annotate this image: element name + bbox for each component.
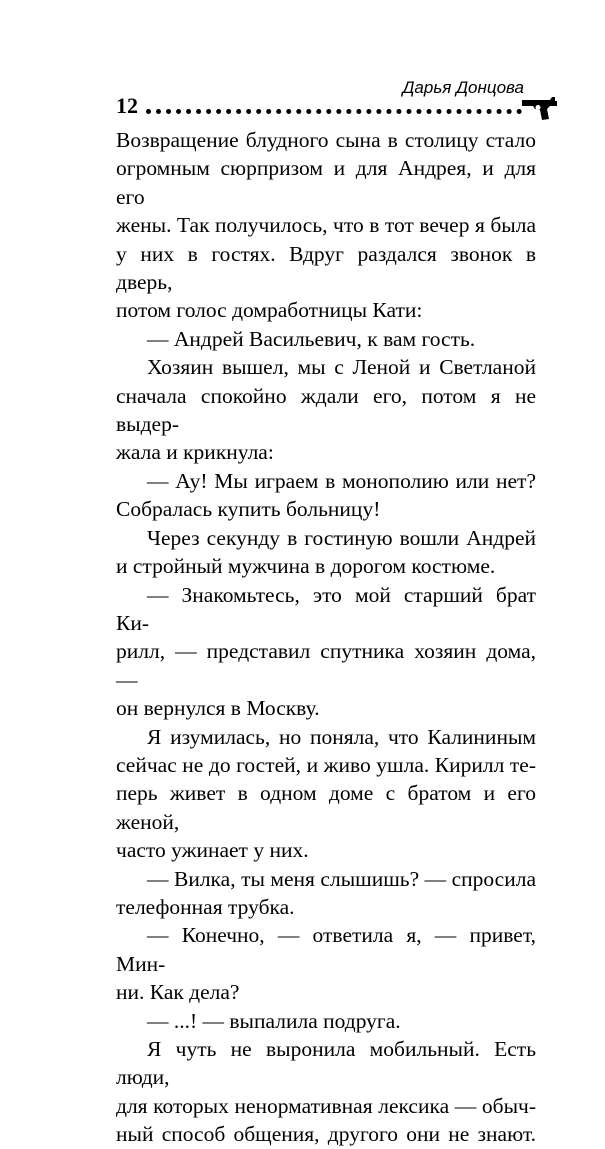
text-line: рилл, — представил спутника хозяин дома, — [116, 639, 536, 692]
text-line: — Андрей Васильевич, к вам гость. [147, 326, 476, 351]
text-line: — Ау! Мы играем в монополию или нет? [147, 468, 536, 493]
text-line: ный способ общения, другого они не знают. [116, 1122, 536, 1147]
revolver-icon [520, 94, 558, 122]
text-line: Хозяин вышел, мы с Леной и Светланой [147, 355, 536, 380]
text-line: — Знакомьтесь, это мой старший брат Ки- [116, 582, 536, 635]
text-line: — ...! — выпалила подруга. [147, 1008, 401, 1033]
text-line: Возвращение блудного сына в столицу стало [116, 128, 536, 152]
text-line: потом голос домработницы Кати: [116, 298, 423, 323]
text-line: Я чуть не выронила мобильный. Есть люди, [116, 1037, 536, 1090]
text-line: телефонная трубка. [116, 894, 295, 919]
body-text [116, 126, 536, 1149]
text-line: ни. Как дела? [116, 980, 240, 1005]
text-line: — Конечно, — ответила я, — привет, Мин- [116, 923, 536, 976]
text-line: Я изумилась, но поняла, что Калининым [147, 724, 536, 749]
page-number: 12 [116, 93, 138, 118]
text-line: у них в гостях. Вдруг раздался звонок в дверь, [116, 241, 536, 295]
text-line: он вернулся в Москву. [116, 696, 320, 721]
text-line: сначала спокойно ждали его, потом я не выдер- [116, 383, 536, 437]
text-line: Собралась купить больницу! [116, 497, 381, 522]
text-line: перь живет в одном доме с братом и его женой, [116, 781, 536, 834]
text-line: часто ужинает у них. [116, 838, 309, 863]
text-line: Через секунду в гостиную вошли Андрей [147, 525, 536, 550]
running-header-author: Дарья Донцова [402, 78, 524, 97]
text-line: жены. Так получилось, что в тот вечер я была [116, 213, 536, 238]
text-line: огромным сюрпризом и для Андрея, и для его [116, 156, 536, 209]
text-line: сейчас не до гостей, и живо ушла. Кирилл те- [116, 752, 536, 777]
text-line: для которых ненормативная лексика — обыч- [116, 1093, 536, 1118]
text-line: и стройный мужчина в дорогом костюме. [116, 554, 496, 579]
text-line: — Вилка, ты меня слышишь? — спросила [147, 866, 536, 891]
text-line: жала и крикнула: [116, 440, 274, 465]
running-header [116, 78, 558, 128]
dotted-leader [146, 109, 522, 114]
